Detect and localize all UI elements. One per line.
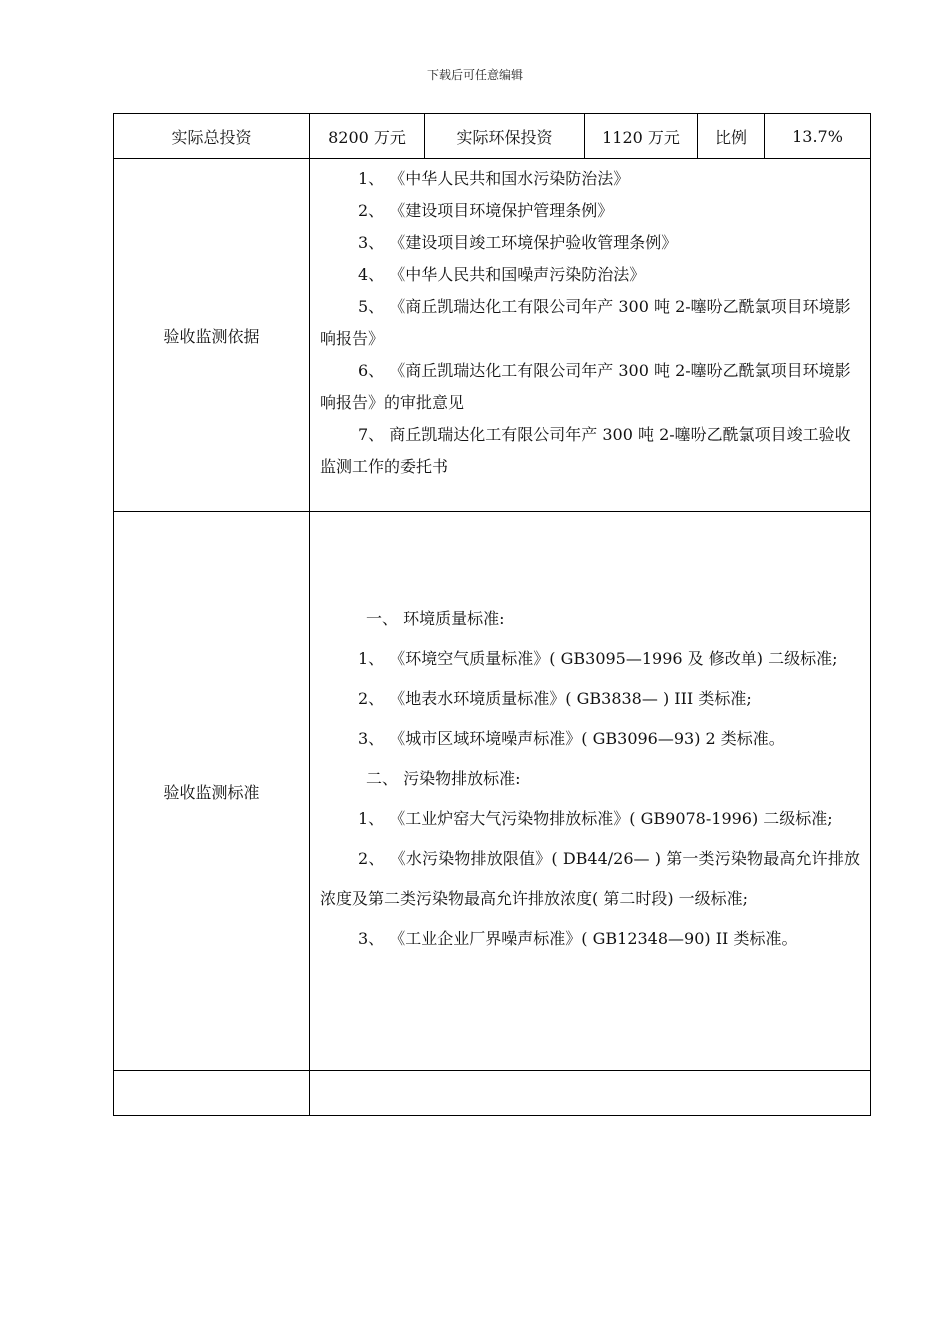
basis-row <box>114 159 871 512</box>
standard-item: 3、 《工业企业厂界噪声标准》( GB12348—90) II 类标准。 <box>358 929 798 948</box>
basis-label: 验收监测依据 <box>114 159 310 512</box>
basis-item: 1、 《中华人民共和国水污染防治法》 <box>358 169 630 188</box>
standard-item: 2、 《地表水环境质量标准》( GB3838— ) III 类标准; <box>358 689 752 708</box>
ratio-value: 13.7% <box>765 114 871 159</box>
standard-item: 1、 《工业炉窑大气污染物排放标准》( GB9078-1996) 二级标准; <box>358 809 833 828</box>
basis-content <box>310 159 871 512</box>
total-investment-label: 实际总投资 <box>114 114 310 159</box>
section-heading: 一、 环境质量标准: <box>366 609 505 628</box>
acceptance-table <box>113 113 871 1116</box>
empty-content-cell <box>310 1071 871 1116</box>
basis-item: 5、 《商丘凯瑞达化工有限公司年产 300 吨 2-噻吩乙酰氯项目环境影响报告》 <box>320 297 851 348</box>
standard-item: 2、 《水污染物排放限值》( DB44/26— ) 第一类污染物最高允许排放浓度及第二类污染物最高允许排放浓度( 第二时段) 一级标准; <box>320 849 860 908</box>
env-investment-label: 实际环保投资 <box>425 114 585 159</box>
ratio-label: 比例 <box>698 114 765 159</box>
env-investment-value: 1120 万元 <box>585 114 698 159</box>
basis-item: 4、 《中华人民共和国噪声污染防治法》 <box>358 265 646 284</box>
total-investment-value: 8200 万元 <box>310 114 425 159</box>
empty-row <box>114 1071 871 1116</box>
empty-label-cell <box>114 1071 310 1116</box>
standards-content <box>310 512 871 1071</box>
standard-item: 3、 《城市区域环境噪声标准》( GB3096—93) 2 类标准。 <box>358 729 785 748</box>
basis-item: 6、 《商丘凯瑞达化工有限公司年产 300 吨 2-噻吩乙酰氯项目环境影响报告》的审批意见 <box>320 361 851 412</box>
investment-row <box>114 114 871 159</box>
standards-row <box>114 512 871 1071</box>
standard-item: 1、 《环境空气质量标准》( GB3095—1996 及 修改单) 二级标准; <box>358 649 838 668</box>
standards-label: 验收监测标准 <box>114 512 310 1071</box>
basis-item: 2、 《建设项目环境保护管理条例》 <box>358 201 614 220</box>
header-note: 下载后可任意编辑 <box>426 68 523 82</box>
basis-item: 7、 商丘凯瑞达化工有限公司年产 300 吨 2-噻吩乙酰氯项目竣工验收监测工作的委托书 <box>320 425 851 476</box>
basis-item: 3、 《建设项目竣工环境保护验收管理条例》 <box>358 233 678 252</box>
section-heading: 二、 污染物排放标准: <box>366 769 521 788</box>
